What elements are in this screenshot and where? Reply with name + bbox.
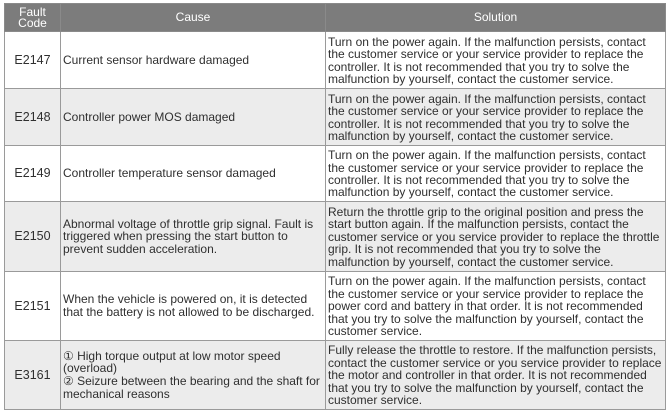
solution-cell: Fully release the throttle to restore. If the malfunction persists, contact the customer service or you service provider to replace the motor and controller in that order. It is not recommended that you try to solve the malfunction by yourself, contact the customer service. <box>326 341 666 410</box>
fault-code-cell: E2149 <box>5 146 61 202</box>
solution-cell: Turn on the power again. If the malfunction persists, contact the customer service or your service provider to replace the controller. It is not recommended that you try to solve the malfunction by yourself, contact the customer service. <box>326 32 666 89</box>
fault-code-cell: E2147 <box>5 32 61 89</box>
cause-cell: Controller temperature sensor damaged <box>61 146 326 202</box>
table-row <box>5 146 666 202</box>
solution-cell: Return the throttle grip to the original position and press the start button again. If the malfunction persists, contact the customer service or you service provider to replace the throttle grip. It is not recommended that you try to solve the malfunction by yourself, contact the customer service. <box>326 202 666 272</box>
fault-code-cell: E2151 <box>5 272 61 341</box>
header-fault-code <box>5 4 61 32</box>
table-header-row <box>5 4 666 32</box>
fault-code-table <box>4 3 666 410</box>
table-row <box>5 32 666 89</box>
cause-cell: Current sensor hardware damaged <box>61 32 326 89</box>
table-row <box>5 341 666 410</box>
fault-code-cell: E3161 <box>5 341 61 410</box>
cause-cell: Controller power MOS damaged <box>61 89 326 146</box>
solution-cell: Turn on the power again. If the malfunction persists, contact the customer service or your service provider to replace the controller. It is not recommended that you try to solve the malfunction by yourself, contact the customer service. <box>326 146 666 202</box>
cause-item-1: ① High torque output at low motor speed (overload) <box>63 348 281 376</box>
header-cause: Cause <box>61 4 326 32</box>
solution-cell: Turn on the power again. If the malfunction persists, contact the customer service or your service provider to replace the power cord and battery in that order. It is not recommended that you try to solve the malfunction by yourself, contact the customer service. <box>326 272 666 341</box>
fault-code-table-container <box>4 3 665 410</box>
header-fault-code-line1: Fault <box>19 4 46 19</box>
fault-code-cell: E2150 <box>5 202 61 272</box>
cause-item-2: ② Seizure between the bearing and the shaft for mechanical reasons <box>63 374 320 401</box>
table-row <box>5 202 666 272</box>
cause-cell: Abnormal voltage of throttle grip signal. Fault is triggered when pressing the start button to prevent sudden acceleration. <box>61 202 326 272</box>
solution-cell: Turn on the power again. If the malfunction persists, contact the customer service or your service provider to replace the controller. It is not recommended that you try to solve the malfunction by yourself, contact the customer service. <box>326 89 666 146</box>
header-solution: Solution <box>326 4 666 32</box>
cause-cell <box>61 341 326 410</box>
fault-code-cell: E2148 <box>5 89 61 146</box>
table-row <box>5 272 666 341</box>
cause-cell: When the vehicle is powered on, it is detected that the battery is not allowed to be discharged. <box>61 272 326 341</box>
header-fault-code-line2: Code <box>18 15 47 30</box>
table-row <box>5 89 666 146</box>
